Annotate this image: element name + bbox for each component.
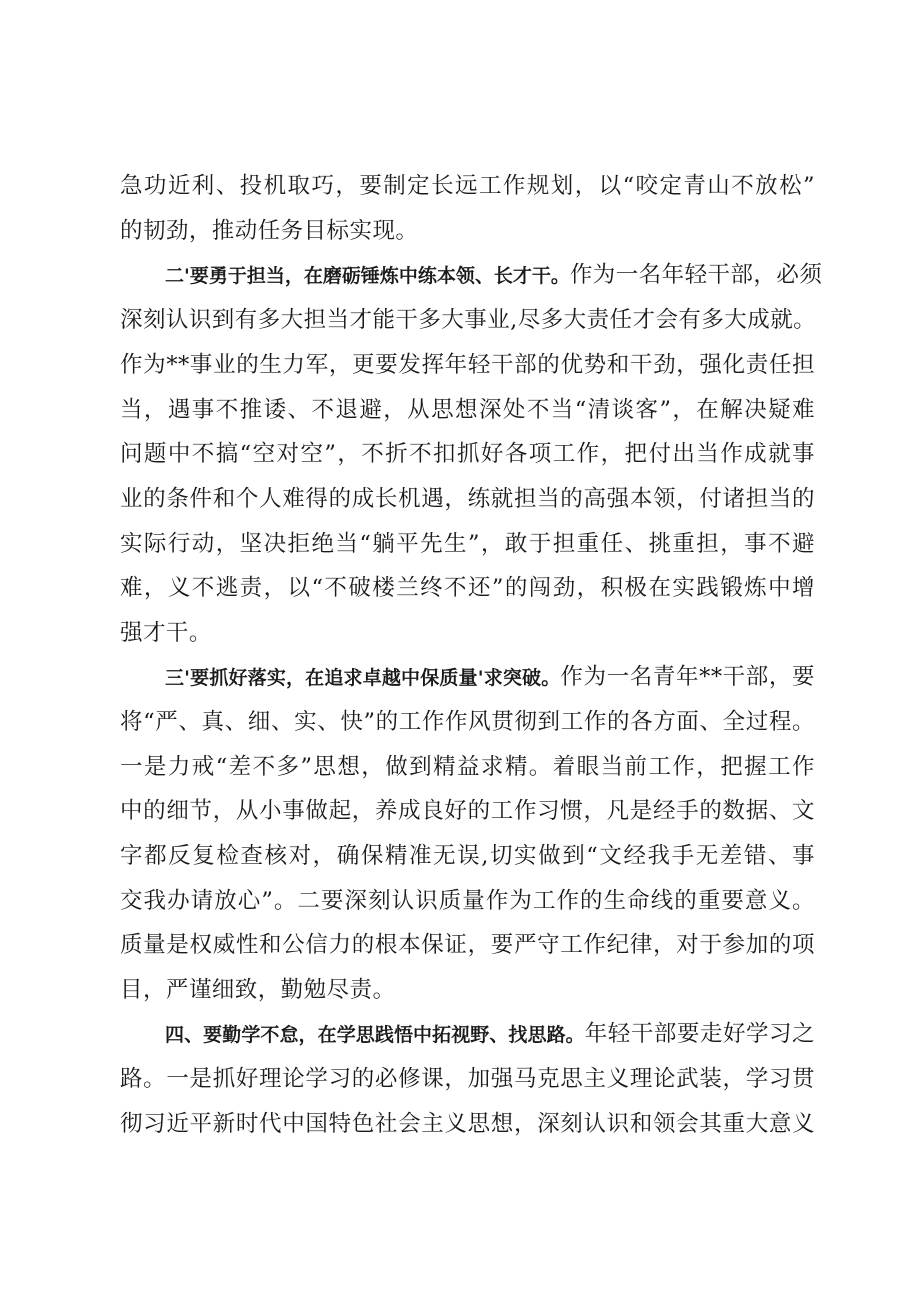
paragraph-line: 彻习近平新时代中国特色社会主义思想，深刻认识和领会其重大意义: [120, 1111, 815, 1137]
paragraph-first-line: [165, 664, 815, 691]
paragraph-line: 深刻认识到有多大担当才能干多大事业,尽多大责任才会有多大成就。: [120, 307, 817, 333]
paragraph-line: 难，义不逃责，以“不破楼兰终不还”的闯劲，积极在实践锻炼中增: [120, 575, 815, 601]
paragraph-line: 急功近利、投机取巧，要制定长远工作规划，以“咬定青山不放松”: [120, 173, 815, 199]
paragraph-text: 作为一名年轻干部，必须: [569, 262, 823, 288]
paragraph-line: 目，严谨细致，勤勉尽责。: [120, 977, 396, 1003]
paragraph-line: 质量是权威性和公信力的根本保证，要严守工作纪律，对于参加的项: [120, 932, 815, 958]
paragraph-line: 字都反复检查核对，确保精准无误,切实做到“文经我手无差错、事: [120, 843, 815, 869]
paragraph-text: 作为一名青年**干部，要: [560, 664, 815, 690]
paragraph-line: 业的条件和个人难得的成长机遇，练就担当的高强本领，付诸担当的: [120, 486, 815, 512]
paragraph-line: 一是力戒“差不多”思想，做到精益求精。着眼当前工作，把握工作: [120, 754, 815, 780]
paragraph-line: 强才干。: [120, 620, 212, 646]
paragraph-line: 实际行动，坚决拒绝当“躺平先生”，敢于担重任、挑重担，事不避: [120, 531, 815, 557]
paragraph-first-line: [165, 1021, 815, 1048]
paragraph-line: 的韧劲，推动任务目标实现。: [120, 218, 419, 244]
paragraph-line: 路。一是抓好理论学习的必修课，加强马克思主义理论武装，学习贯: [120, 1066, 815, 1092]
paragraph-line: 问题中不搞“空对空”，不折不扣抓好各项工作，把付出当作成就事: [120, 441, 815, 467]
section-heading: 二'要勇于担当，在磨砺锤炼中练本领、长才干。: [165, 265, 570, 287]
paragraph-line: 交我办请放心”。二要深刻认识质量作为工作的生命线的重要意义。: [120, 888, 815, 914]
paragraph-line: 将“严、真、细、实、快”的工作作风贯彻到工作的各方面、全过程。: [120, 709, 815, 735]
paragraph-line: 当，遇事不推诿、不退避，从思想深处不当“清谈客”，在解决疑难: [120, 397, 815, 423]
paragraph-line: 中的细节，从小事做起，养成良好的工作习惯，凡是经手的数据、文: [120, 798, 815, 824]
section-heading: 三'要抓好落实，在追求卓越中保质量'求突破。: [165, 667, 561, 689]
section-heading: 四、要勤学不怠，在学思践悟中拓视野、找思路。: [165, 1024, 585, 1046]
paragraph-first-line: [165, 262, 823, 289]
paragraph-line: 作为**事业的生力军，更要发挥年轻干部的优势和干劲，强化责任担: [120, 352, 815, 378]
paragraph-text: 年轻干部要走好学习之: [584, 1021, 815, 1047]
